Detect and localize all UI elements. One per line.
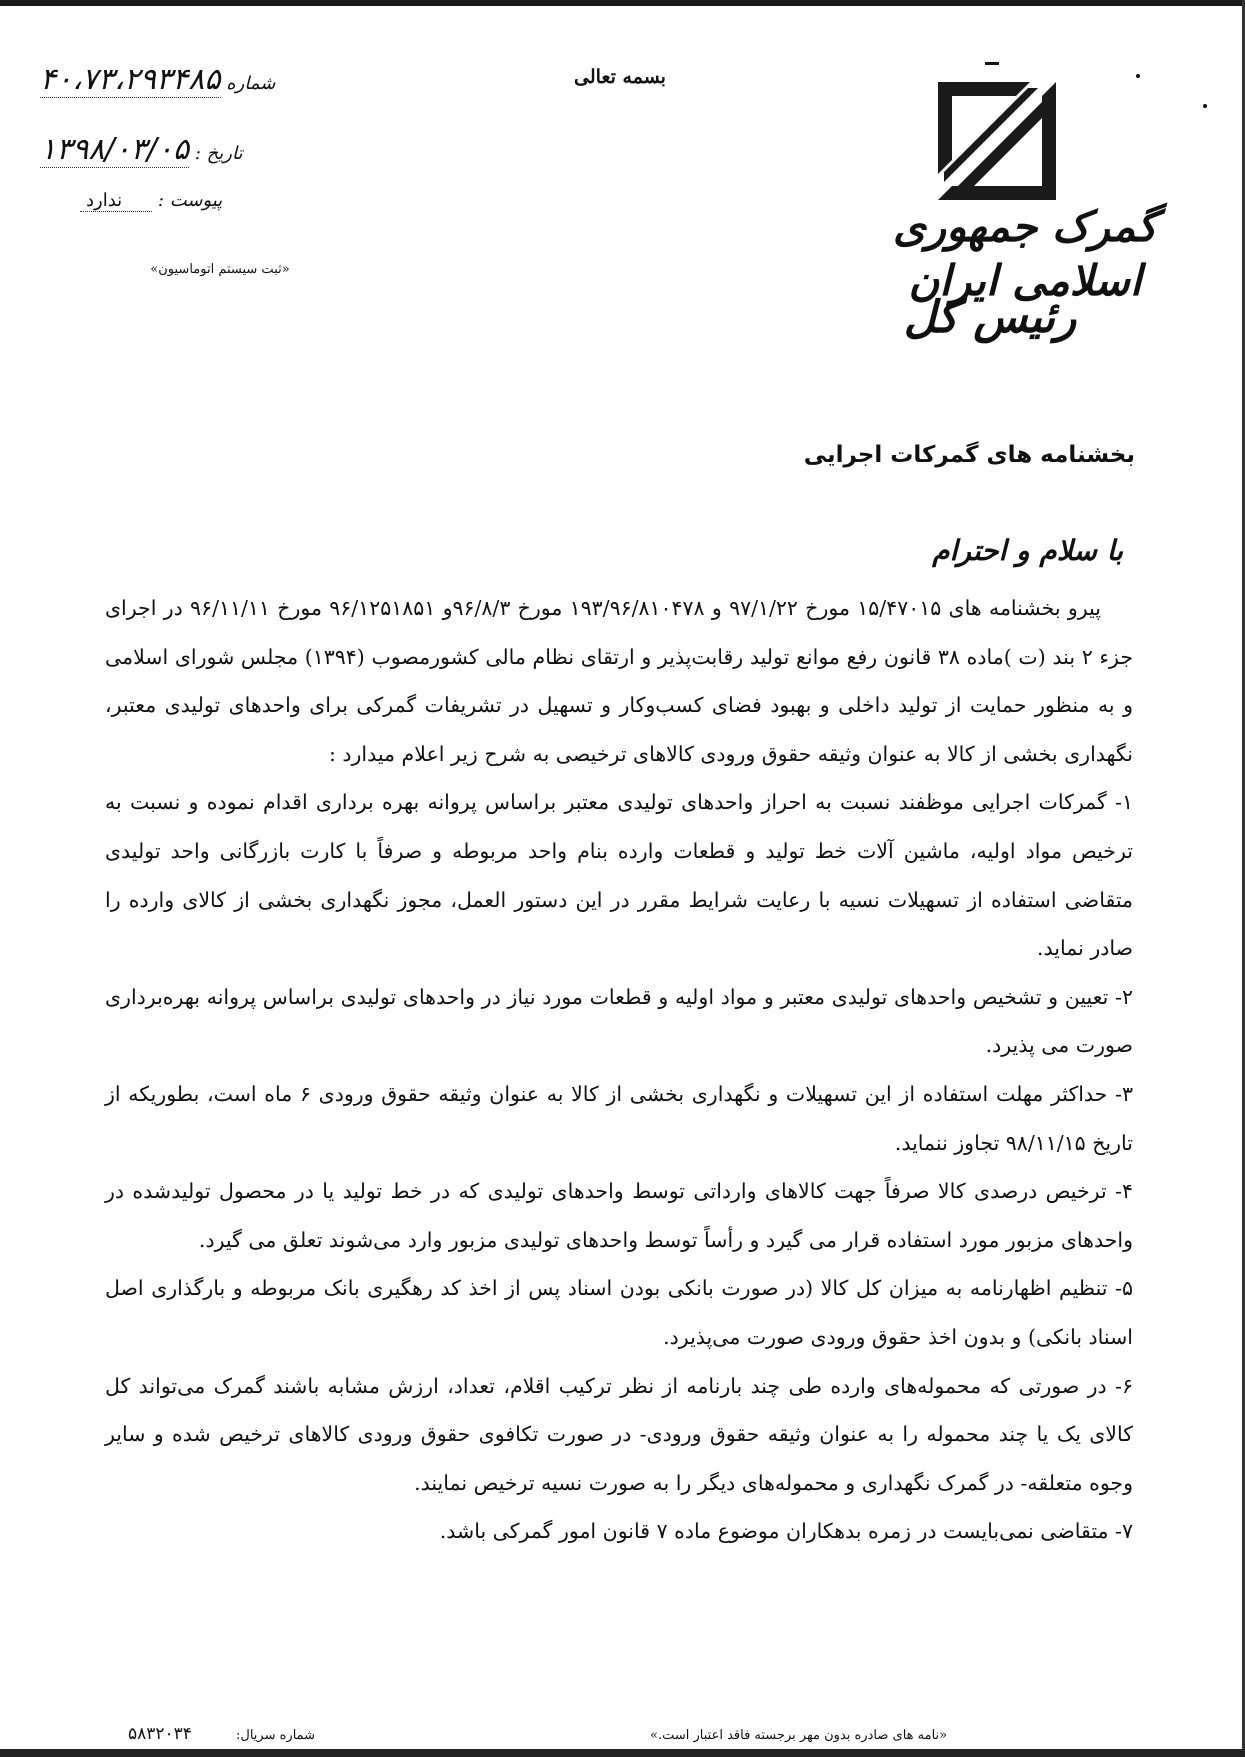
- letter-greeting: با سلام و احترام: [932, 534, 1123, 567]
- footer-serial-label: شماره سریال:: [236, 1728, 316, 1743]
- letter-date-value: ۱۳۹۸/۰۳/۰۵: [40, 132, 190, 167]
- letter-attachment-row: [80, 190, 222, 212]
- body-item-7: ۷- متقاضی نمی‌بایست در زمره بدهکاران موضوع ماده ۷ قانون امور گمرکی باشد.: [439, 1519, 1133, 1544]
- body-item-2: ۲- تعیین و تشخیص واحدهای تولیدی معتبر و مواد اولیه و قطعات مورد نیاز در واحدهای تولیدی براساس پروانه بهره‌برداری صورت می پذیرد.: [105, 984, 1133, 1058]
- logo-accent: [985, 62, 999, 65]
- letter-date-row: [40, 132, 242, 168]
- customs-logo-icon: [938, 82, 1056, 200]
- body-intro: پیرو بخشنامه های ۱۵/۴۷۰۱۵ مورخ ۹۷/۱/۲۲ و ۱۹۳/۹۶/۸۱۰۴۷۸ مورخ ۹۶/۸/۳و ۹۶/۱۲۵۱۸۵۱ مورخ ۹۶/۱۱/۱۱ در اجرای جزء ۲ بند (ت )ماده ۳۸ قانون رفع موانع تولید رقابت‌پذیر و ارتقای نظام مالی کشورمصوب (۱۳۹۴) مجلس شورای اسلامی و به منظور حمایت از تولید داخلی و بهبود فضای کسب‌وکار و تسهیل در تشریفات گمرکی برای واحدهای تولیدی معتبر، نگهداری بخشی از کالا به عنوان وثیقه حقوق ورودی کالاهای ترخیصی به شرح زیر اعلام میدارد :: [105, 596, 1134, 766]
- automation-note: «ثبت سیستم اتوماسیون»: [150, 262, 290, 277]
- footer-seal-note: «نامه های صادره بدون مهر برجسته فاقد اعتبار است.»: [650, 1728, 948, 1743]
- letter-body: [105, 584, 1133, 1556]
- letter-attachment-label: پیوست :: [157, 190, 223, 211]
- footer-serial-value: ۵۸۳۲۰۳۴: [128, 1724, 192, 1744]
- scan-speck: [1203, 104, 1207, 108]
- body-item-1: ۱- گمرکات اجرایی موظفند نسبت به احراز واحدهای تولیدی معتبر براساس پروانه بهره برداری اقدام نموده و نسبت به ترخیص مواد اولیه، ماشین آلات خط تولید و قطعات وارده بنام واحد مربوطه و صرفاً با کارت بازرگانی واحد تولیدی متقاضی استفاده از تسهیلات نسیه با رعایت شرایط مقرر در این دستور العمل، مجوز نگهداری بخشی از کالای وارده را صادر نماید.: [105, 790, 1133, 961]
- body-item-6: ۶- در صورتی که محموله‌های وارده طی چند بارنامه از نظر ترکیب اقلام، تعداد، ارزش مشابه باشند گمرک می‌تواند کل کالای یک یا چند محموله را به عنوان وثیقه حقوق ورودی- در صورت تکافوی حقوق ورودی کالاهای ترخیص شده و سایر وجوه متعلقه- در گمرک نگهداری و محموله‌های دیگر را به صورت نسیه ترخیص نمایند.: [105, 1373, 1133, 1495]
- body-item-5: ۵- تنظیم اظهارنامه به میزان کل کالا (در صورت بانکی بودن اسناد پس از اخذ کد رهگیری بانک مربوطه و بارگذاری اصل اسناد بانکی) و بدون اخذ حقوق ورودی صورت می‌پذیرد.: [105, 1276, 1133, 1349]
- scan-speck: [1136, 74, 1140, 78]
- letter-number-label: شماره: [226, 73, 276, 94]
- organization-name: گمرک جمهوری اسلامی ایران: [892, 202, 1158, 305]
- body-item-3: ۳- حداکثر مهلت استفاده از این تسهیلات و نگهداری بخشی از کالا به عنوان وثیقه حقوق ورودی ۶ ماه است، بطوریکه از تاریخ ۹۸/۱۱/۱۵ تجاوز ننماید.: [105, 1081, 1133, 1155]
- letter-attachment-value: ندارد: [80, 190, 152, 212]
- letter-subject: بخشنامه های گمرکات اجرایی: [803, 442, 1135, 468]
- scan-edge-top: [0, 0, 1245, 6]
- organization-position: رئیس کل: [903, 292, 1077, 343]
- bismillah-heading: بسمه تعالی: [574, 66, 666, 88]
- scan-edge-bottom: [0, 1749, 1245, 1757]
- body-item-4: ۴- ترخیص درصدی کالا صرفاً جهت کالاهای وارداتی توسط واحدهای تولیدی که در خط تولید یا در محصول تولیدشده در واحدهای مزبور مورد استفاده قرار می گیرد و رأساً توسط واحدهای تولیدی مزبور وارد می‌شوند تعلق می گیرد.: [105, 1179, 1133, 1252]
- letter-date-label: تاریخ :: [194, 143, 243, 164]
- letter-number-value: ۴۰،۷۳،۲۹۳۴۸۵: [40, 62, 221, 97]
- letter-number-row: [40, 62, 275, 98]
